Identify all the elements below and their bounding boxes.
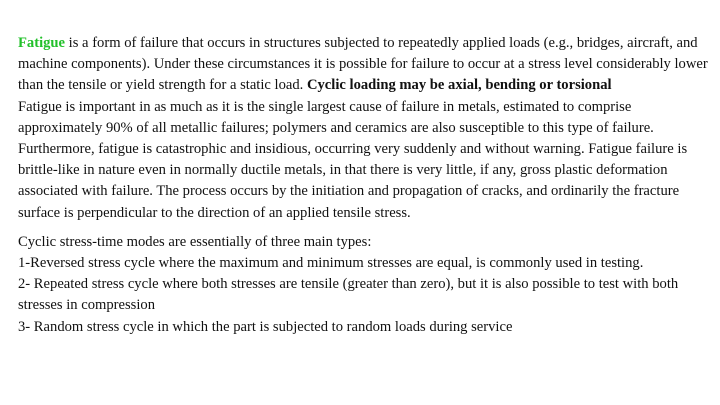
stress-mode-item-repeated: 2- Repeated stress cycle where both stresses are tensile (greater than zero), but it is also possible to test with both stresses in compression (18, 276, 679, 314)
stress-modes-list (18, 232, 708, 338)
fatigue-term: Fatigue (18, 35, 66, 51)
stress-modes-intro: Cyclic stress-time modes are essentially of three main types: (18, 233, 372, 250)
cyclic-loading-note: Cyclic loading may be axial, bending or torsional (306, 77, 612, 94)
fatigue-definition-text: is a form of failure that occurs in structures subjected to repeatedly applied loads (e.g., bridges, aircraft, and machine components). Under these circumstances it is possible for failure to occur at a stress level considerably lower than the tensile or yield strength for a static load. (18, 35, 708, 94)
fatigue-definition-paragraph (18, 33, 708, 97)
stress-mode-item-random: 3- Random stress cycle in which the part is subjected to random loads during service (18, 318, 513, 335)
slide-content (18, 33, 708, 338)
stress-mode-item-reversed: 1-Reversed stress cycle where the maximum and minimum stresses are equal, is commonly used in testing. (18, 255, 644, 272)
fatigue-importance-paragraph: Fatigue is important in as much as it is the single largest cause of failure in metals, estimated to comprise approximately 90% of all metallic failures; polymers and ceramics are also susceptible to this type of failure. Furthermore, fatigue is catastrophic and insidious, occurring very suddenly and without warning. Fatigue failure is brittle-like in nature even in normally ductile metals, in that there is very little, if any, gross plastic deformation associated with failure. The process occurs by the initiation and propagation of cracks, and ordinarily the fracture surface is perpendicular to the direction of an applied tensile stress. (18, 98, 688, 221)
